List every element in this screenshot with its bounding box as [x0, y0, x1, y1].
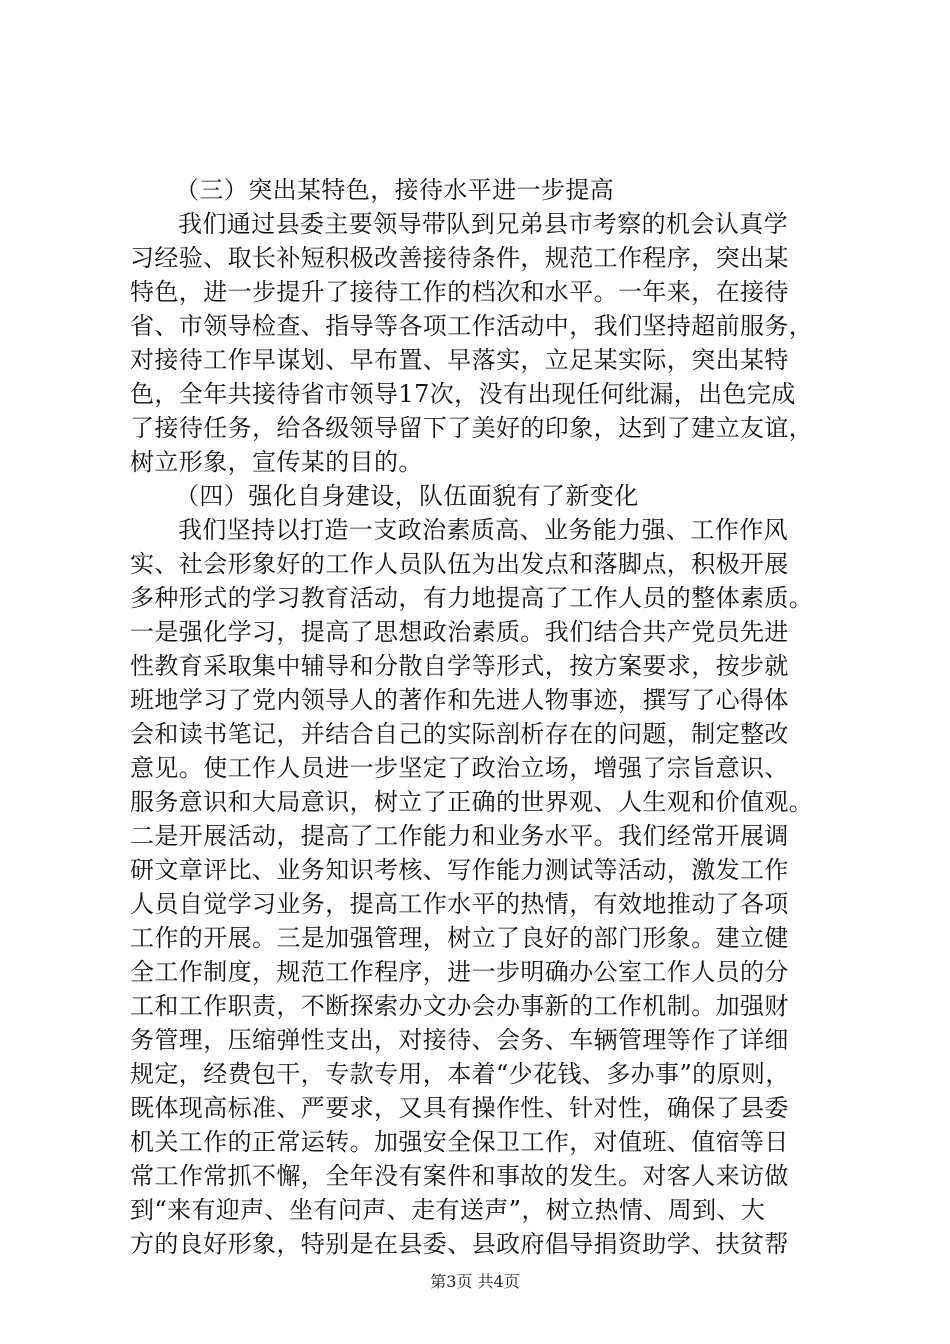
paragraph-line: 多种形式的学习教育活动，有力地提高了工作人员的整体素质。: [130, 584, 814, 612]
page-number-footer: 第3页 共4页: [430, 1272, 520, 1291]
paragraph-line: 到“来有迎声、坐有问声、走有送声”，树立热情、周到、大: [130, 1196, 766, 1224]
paragraph-line: 色，全年共接待省市领导17次，没有出现任何纰漏，出色完成: [130, 380, 796, 408]
paragraph-line: 实、社会形象好的工作人员队伍为出发点和落脚点，积极开展: [130, 550, 789, 578]
paragraph-line: 既体现高标准、严要求，又具有操作性、针对性，确保了县委: [130, 1094, 789, 1122]
paragraph-line: 树立形象，宣传某的目的。: [130, 448, 423, 476]
paragraph-line: 规定，经费包干，专款专用，本着“少花钱、多办事”的原则，: [130, 1060, 790, 1088]
paragraph-line: 常工作常抓不懈，全年没有案件和事故的发生。对客人来访做: [130, 1162, 789, 1190]
paragraph-line: 工作的开展。三是加强管理，树立了良好的部门形象。建立健: [130, 924, 789, 952]
paragraph-line: 班地学习了党内领导人的著作和先进人物事迹，撰写了心得体: [130, 686, 789, 714]
paragraph-line: 会和读书笔记，并结合自己的实际剖析存在的问题，制定整改: [130, 720, 789, 748]
paragraph-line: 意见。使工作人员进一步坚定了政治立场，增强了宗旨意识、: [130, 754, 789, 782]
paragraph-line: 对接待工作早谋划、早布置、早落实，立足某实际，突出某特: [130, 346, 789, 374]
paragraph-line: 我们坚持以打造一支政治素质高、业务能力强、工作作风: [178, 516, 788, 544]
paragraph-line: 人员自觉学习业务，提高工作水平的热情，有效地推动了各项: [130, 890, 789, 918]
paragraph-line: 习经验、取长补短积极改善接待条件，规范工作程序，突出某: [130, 244, 789, 272]
paragraph-line: 研文章评比、业务知识考核、写作能力测试等活动，激发工作: [130, 856, 789, 884]
paragraph-line: 特色，进一步提升了接待工作的档次和水平。一年来，在接待: [130, 278, 789, 306]
paragraph-line: 机关工作的正常运转。加强安全保卫工作，对值班、值宿等日: [130, 1128, 789, 1156]
paragraph-line: 工和工作职责，不断探索办文办会办事新的工作机制。加强财: [130, 992, 789, 1020]
paragraph-line: 二是开展活动，提高了工作能力和业务水平。我们经常开展调: [130, 822, 789, 850]
paragraph-line: 一是强化学习，提高了思想政治素质。我们结合共产党员先进: [130, 618, 789, 646]
paragraph-line: 省、市领导检查、指导等各项工作活动中，我们坚持超前服务，: [130, 312, 814, 340]
paragraph-line: 方的良好形象，特别是在县委、县政府倡导捐资助学、扶贫帮: [130, 1230, 789, 1258]
section-heading-4: （四）强化自身建设，队伍面貌有了新变化: [175, 482, 639, 510]
paragraph-line: 我们通过县委主要领导带队到兄弟县市考察的机会认真学: [178, 210, 788, 238]
paragraph-line: 服务意识和大局意识，树立了正确的世界观、人生观和价值观。: [130, 788, 814, 816]
section-heading-3: （三）突出某特色，接待水平进一步提高: [175, 176, 615, 204]
paragraph-line: 全工作制度，规范工作程序，进一步明确办公室工作人员的分: [130, 958, 789, 986]
paragraph-line: 务管理，压缩弹性支出，对接待、会务、车辆管理等作了详细: [130, 1026, 789, 1054]
paragraph-line: 性教育采取集中辅导和分散自学等形式，按方案要求，按步就: [130, 652, 789, 680]
paragraph-line: 了接待任务，给各级领导留下了美好的印象，达到了建立友谊，: [130, 414, 814, 442]
